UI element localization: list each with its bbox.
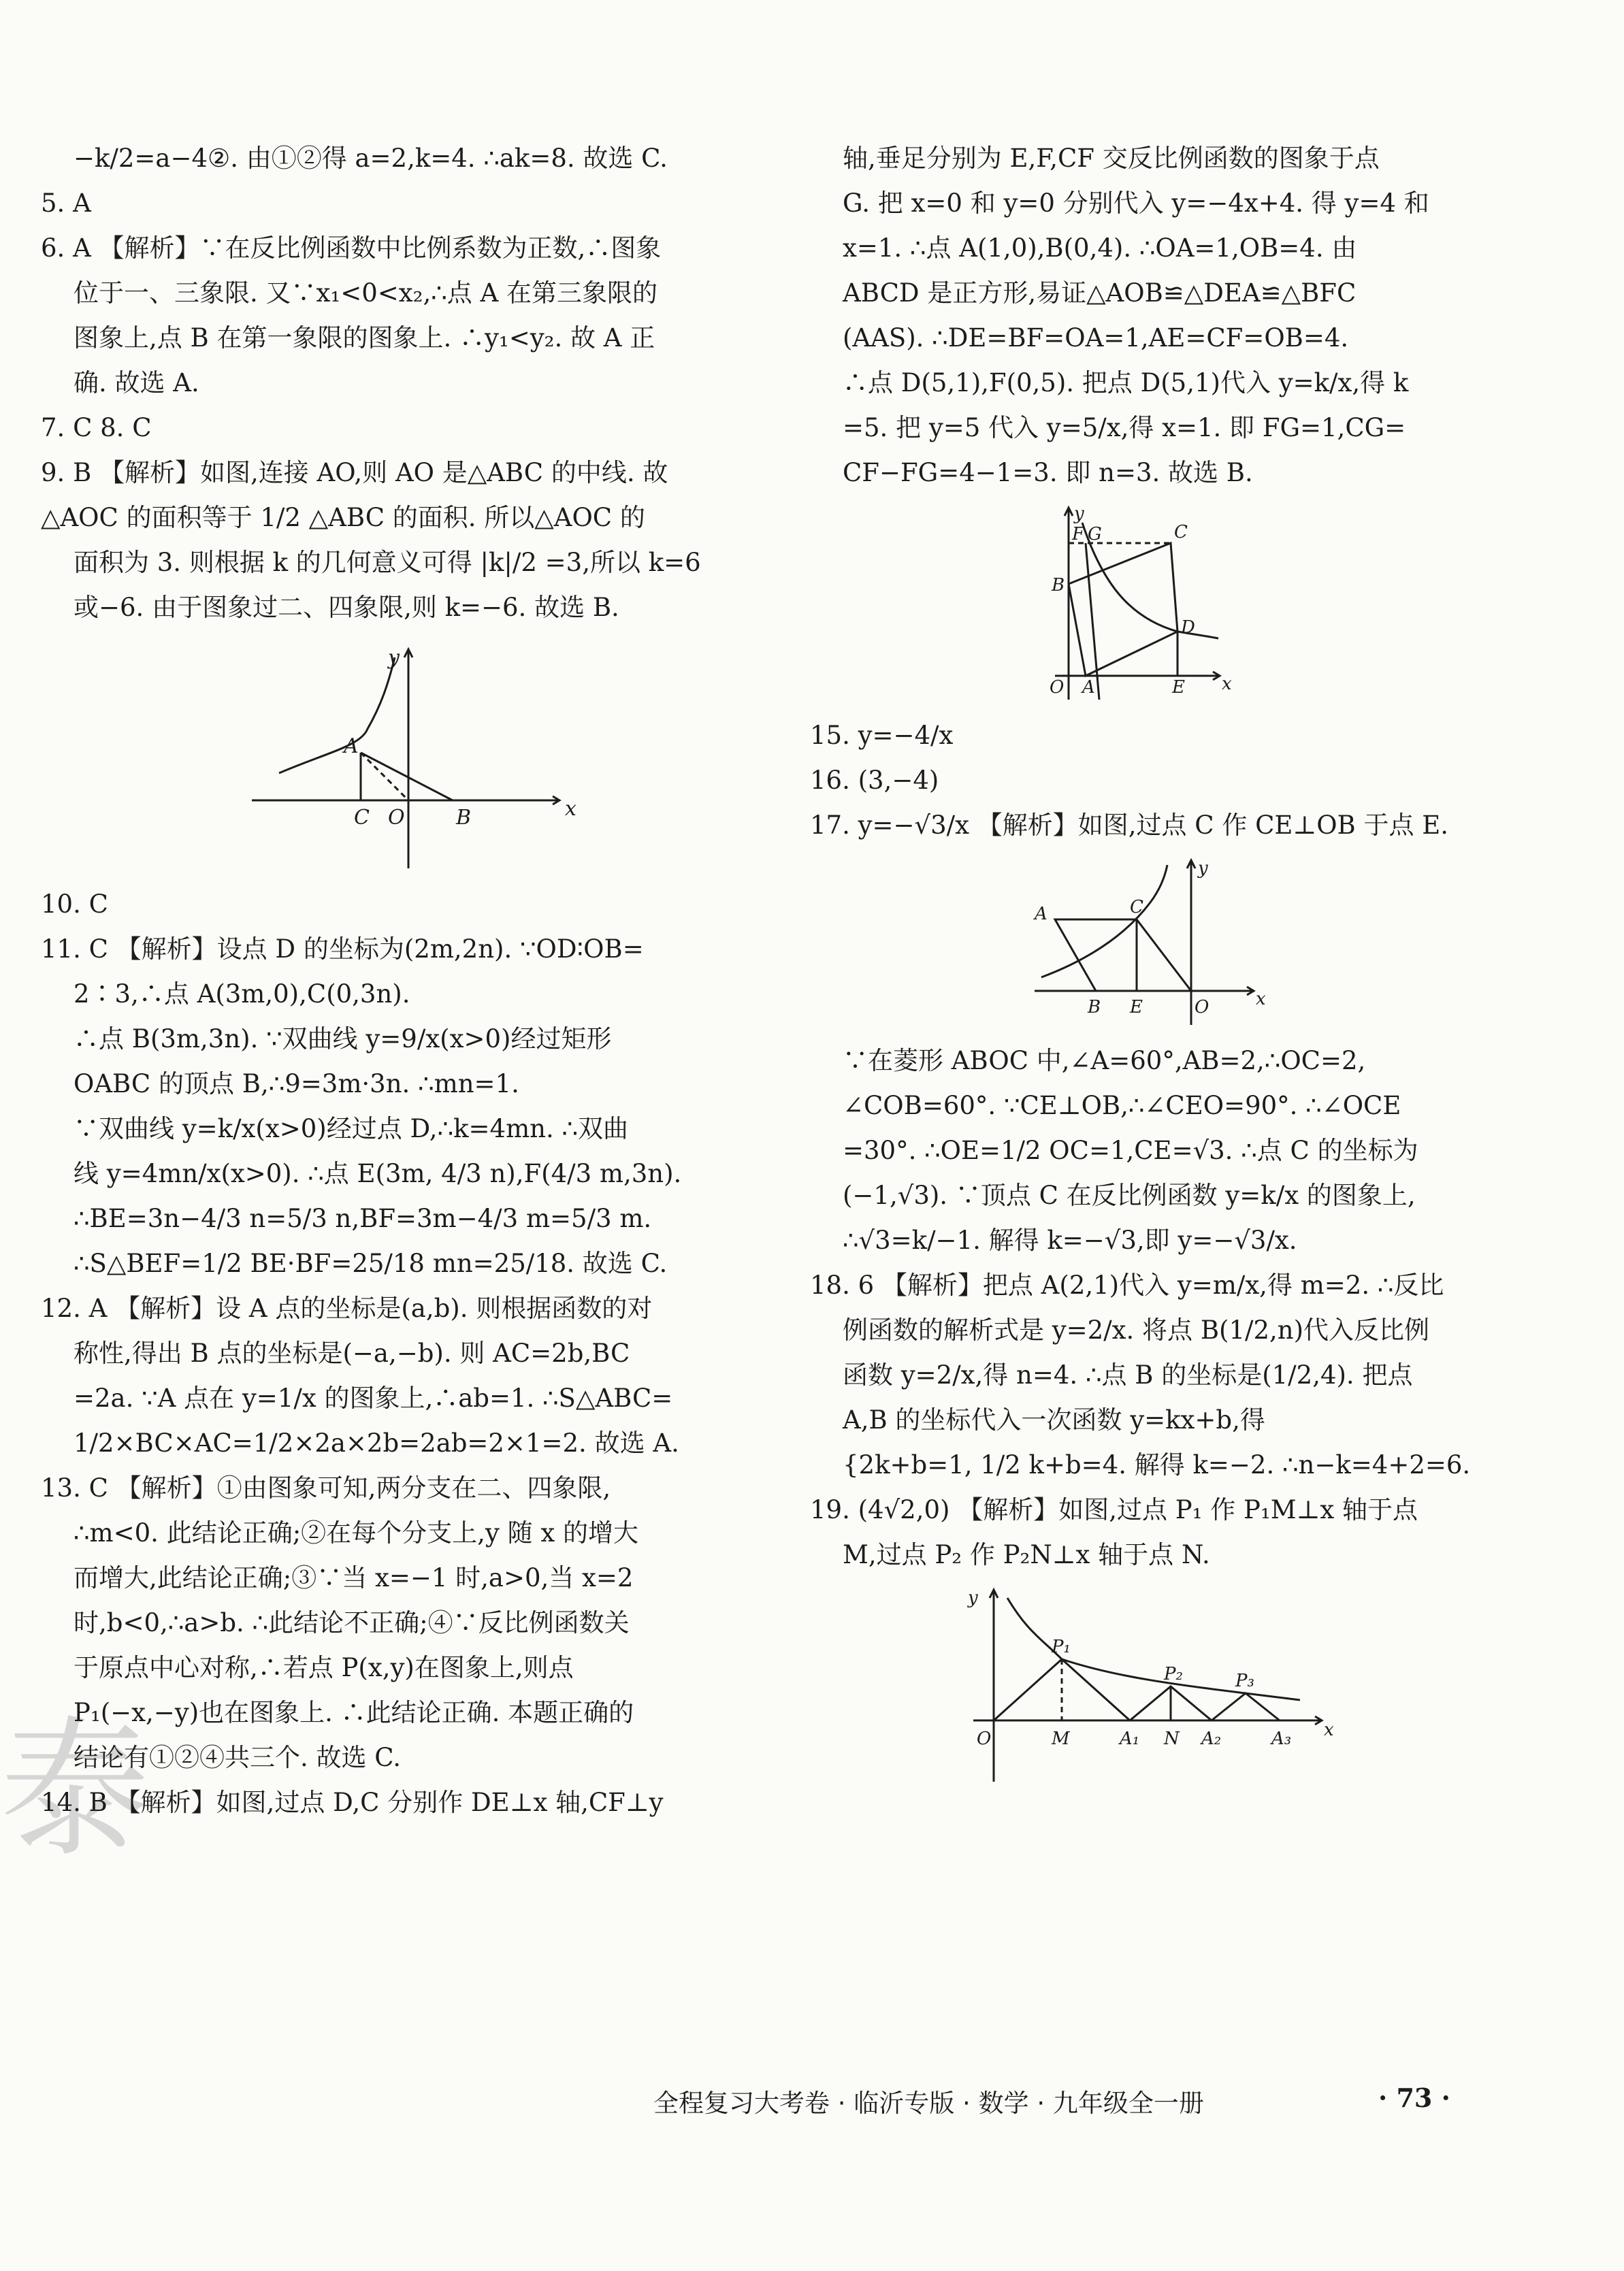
line-l26: 而增大,此结论正确;③∵当 x=−1 时,a>0,当 x=2 [74,1563,634,1592]
right-column [810,136,1497,1802]
line-l27: 时,b<0,∴a>b. ∴此结论不正确;④∵反比例函数关 [74,1608,630,1637]
answer-5: 5. A [41,189,91,218]
answer-9: 9. B 【解析】如图,连接 AO,则 AO 是△ABC 的中线. 故 [41,458,668,487]
figure-9 [41,637,721,875]
line-r11: ∵在菱形 ABOC 中,∠A=60°,AB=2,∴OC=2, [843,1046,1366,1075]
line-r15: ∴√3=k/−1. 解得 k=−√3,即 y=−√3/x. [843,1226,1297,1255]
background-watermark: 泰 [0,1703,150,1877]
line-l5: 确. 故选 A. [74,368,199,397]
line-l19: ∴S△BEF=1/2 BE·BF=25/18 mn=25/18. 故选 C. [74,1249,668,1278]
fig19-label-y: y [968,1588,978,1608]
fig17-label-E: E [1130,997,1143,1017]
line-l3: 位于一、三象限. 又∵x₁<0<x₂,∴点 A 在第三象限的 [74,278,658,308]
page-number: · 73 · [1378,2082,1450,2113]
line-l13: 2∶3,∴点 A(3m,0),C(0,3n). [74,979,410,1009]
line-l21: 称性,得出 B 点的坐标是(−a,−b). 则 AC=2b,BC [74,1339,630,1368]
line-l10: 或−6. 由于图象过二、四象限,则 k=−6. 故选 B. [74,593,619,622]
fig17-label-A: A [1035,904,1048,924]
fig9-label-A: A [344,734,359,758]
answer-18: 18. 6 【解析】把点 A(2,1)代入 y=m/x,得 m=2. ∴反比 [810,1271,1444,1300]
line-r7: CF−FG=4−1=3. 即 n=3. 故选 B. [843,458,1253,487]
answer-10: 10. C [41,889,108,919]
fig14-label-E: E [1172,677,1185,698]
fig14-label-A: A [1082,677,1095,698]
fig19-label-P3: P₃ [1235,1671,1254,1691]
line-r6: =5. 把 y=5 代入 y=5/x,得 x=1. 即 FG=1,CG= [843,413,1406,442]
line-r1: G. 把 x=0 和 y=0 分别代入 y=−4x+4. 得 y=4 和 [843,189,1429,218]
line-r18: 函数 y=2/x,得 n=4. ∴点 B 的坐标是(1/2,4). 把点 [843,1360,1413,1390]
answer-11: 11. C 【解析】设点 D 的坐标为(2m,2n). ∵OD∶OB= [41,934,644,964]
line-r4: (AAS). ∴DE=BF=OA=1,AE=CF=OB=4. [843,323,1349,353]
figure-19 [810,1584,1491,1795]
fig14-label-x: x [1222,674,1232,694]
answer-13: 13. C 【解析】①由图象可知,两分支在二、四象限, [41,1473,611,1503]
fig19-label-N: N [1164,1729,1180,1749]
fig14-label-D: D [1181,617,1195,638]
answer-19: 19. (4√2,0) 【解析】如图,过点 P₁ 作 P₁M⊥x 轴于点 [810,1495,1418,1524]
line-l4: 图象上,点 B 在第一象限的图象上. ∴y₁<y₂. 故 A 正 [74,323,655,353]
fig9-label-y: y [388,646,400,670]
line-r17: 例函数的解析式是 y=2/x. 将点 B(1/2,n)代入反比例 [843,1316,1430,1345]
fig14-label-C: C [1174,522,1188,542]
line-r20: {2k+b=1, 1/2 k+b=4. 解得 k=−2. ∴n−k=4+2=6. [843,1450,1471,1480]
line-l17: 线 y=4mn/x(x>0). ∴点 E(3m, 4/3 n),F(4/3 m,3n). [74,1159,682,1188]
fig17-label-x: x [1256,989,1266,1009]
line-r0: 轴,垂足分别为 E,F,CF 交反比例函数的图象于点 [843,144,1380,173]
fig17-label-O: O [1195,997,1209,1017]
line-r2: x=1. ∴点 A(1,0),B(0,4). ∴OA=1,OB=4. 由 [843,233,1357,263]
fig14-label-O: O [1050,677,1065,698]
fig17-label-C: C [1130,897,1143,917]
answer-16: 16. (3,−4) [810,766,939,795]
line-l30: 结论有①②④共三个. 故选 C. [74,1743,402,1772]
answer-15: 15. y=−4/x [810,721,954,750]
line-r14: (−1,√3). ∵顶点 C 在反比例函数 y=k/x 的图象上, [843,1181,1416,1210]
answer-6: 6. A 【解析】∵在反比例函数中比例系数为正数,∴图象 [41,233,662,263]
fig9-label-O: O [388,806,405,830]
book-title-footer: 全程复习大考卷 · 临沂专版 · 数学 · 九年级全一册 [653,2089,1204,2118]
fig17-label-y: y [1198,858,1208,879]
fig19-label-O: O [977,1729,992,1749]
left-column [41,136,735,1825]
fig19-label-A1: A₁ [1120,1729,1140,1749]
figure-14 [810,502,1491,706]
line-r22: M,过点 P₂ 作 P₂N⊥x 轴于点 N. [843,1540,1210,1569]
fig9-label-B: B [456,806,472,830]
fig19-label-P2: P₂ [1164,1664,1183,1684]
answer-17: 17. y=−√3/x 【解析】如图,过点 C 作 CE⊥OB 于点 E. [810,811,1449,840]
line-l16: ∵双曲线 y=k/x(x>0)经过点 D,∴k=4mn. ∴双曲 [74,1114,629,1143]
answer-7-8: 7. C 8. C [41,413,152,442]
line-l15: OABC 的顶点 B,∴9=3m·3n. ∴mn=1. [74,1069,519,1098]
fig17-label-B: B [1088,997,1101,1017]
line-r13: =30°. ∴OE=1/2 OC=1,CE=√3. ∴点 C 的坐标为 [843,1136,1418,1165]
fig14-label-B: B [1052,575,1065,595]
fig14-label-F: F [1072,524,1085,544]
fig19-label-x: x [1324,1720,1334,1740]
fig19-label-P1: P₁ [1052,1637,1071,1657]
line-l14: ∴点 B(3m,3n). ∵双曲线 y=9/x(x>0)经过矩形 [74,1024,612,1053]
fig19-label-M: M [1052,1729,1070,1749]
line-r3: ABCD 是正方形,易证△AOB≌△DEA≌△BFC [843,278,1357,308]
line-l8: △AOC 的面积等于 1/2 △ABC 的面积. 所以△AOC 的 [41,503,645,532]
fig19-label-A3: A₃ [1271,1729,1292,1749]
line-r19: A,B 的坐标代入一次函数 y=kx+b,得 [843,1405,1265,1435]
line-l29: P₁(−x,−y)也在图象上. ∴此结论正确. 本题正确的 [74,1698,634,1727]
answer-12: 12. A 【解析】设 A 点的坐标是(a,b). 则根据函数的对 [41,1294,653,1323]
figure-17 [810,855,1491,1032]
fig14-label-G: G [1088,524,1102,544]
line-l0: −k/2=a−4②. 由①②得 a=2,k=4. ∴ak=8. 故选 C. [74,144,668,173]
line-l23: 1/2×BC×AC=1/2×2a×2b=2ab=2×1=2. 故选 A. [74,1428,679,1458]
fig14-label-y: y [1074,504,1084,524]
line-l22: =2a. ∵A 点在 y=1/x 的图象上,∴ab=1. ∴S△ABC= [74,1384,673,1413]
line-l25: ∴m<0. 此结论正确;②在每个分支上,y 随 x 的增大 [74,1518,638,1548]
line-l28: 于原点中心对称,∴若点 P(x,y)在图象上,则点 [74,1653,574,1682]
fig9-label-x: x [565,797,576,821]
answer-14: 14. B 【解析】如图,过点 D,C 分别作 DE⊥x 轴,CF⊥y [41,1788,664,1817]
fig9-label-C: C [354,806,370,830]
fig19-label-A2: A₂ [1201,1729,1222,1749]
line-r12: ∠COB=60°. ∵CE⊥OB,∴∠CEO=90°. ∴∠OCE [843,1091,1401,1120]
line-r5: ∴点 D(5,1),F(0,5). 把点 D(5,1)代入 y=k/x,得 k [843,368,1409,397]
line-l18: ∴BE=3n−4/3 n=5/3 n,BF=3m−4/3 m=5/3 m. [74,1204,652,1233]
line-l9: 面积为 3. 则根据 k 的几何意义可得 |k|/2 =3,所以 k=6 [74,548,701,577]
